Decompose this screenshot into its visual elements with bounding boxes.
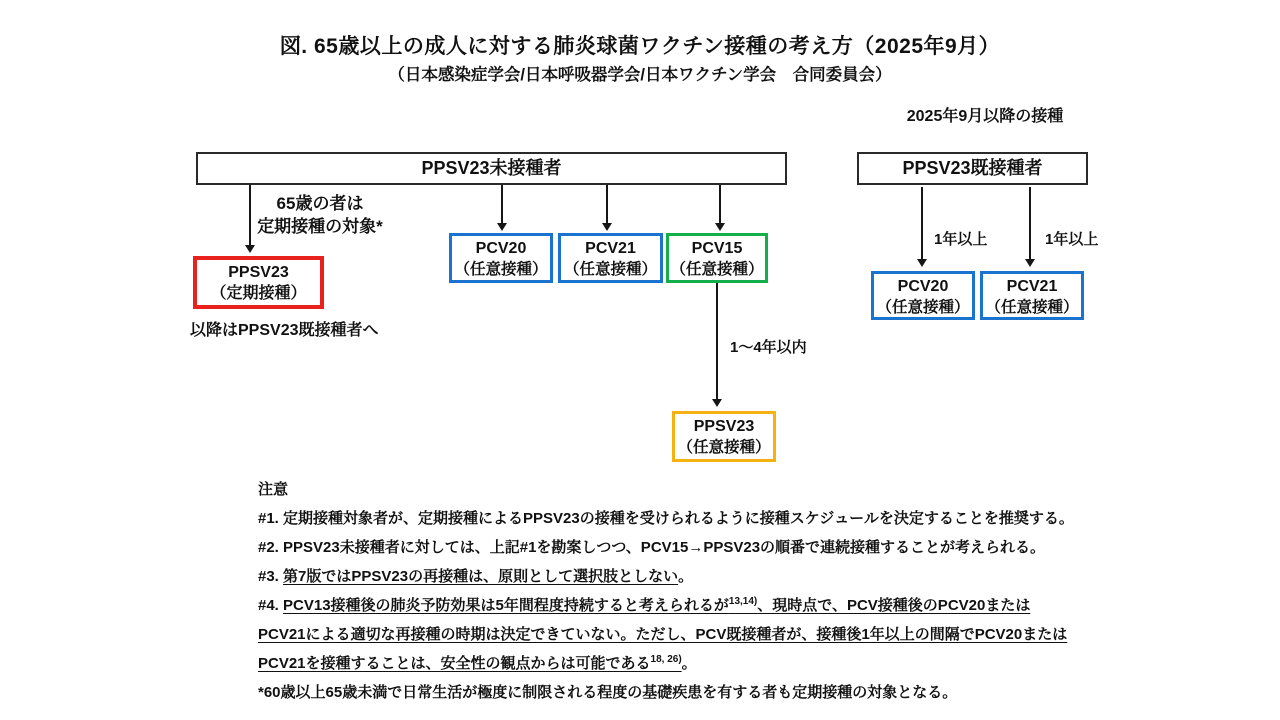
note-3-underlined: 第7版ではPPSV23の再接種は、原則として選択肢としない xyxy=(283,568,679,585)
ppsv23-unvaccinated-header-box: PPSV23未接種者 xyxy=(196,152,787,185)
note-2: #2. PPSV23未接種者に対しては、上記#1を勘案しつつ、PCV15→PPSV23の順番で連続接種することが考えられる。 xyxy=(258,539,1046,556)
note-3-suffix: 。 xyxy=(678,568,694,585)
note-4-seg2: 、現時点で、PCV接種後のPCV20または xyxy=(757,597,1031,614)
arrow-pcv15-to-ppsv23-optional xyxy=(716,283,718,399)
vaccine-name: PCV20 xyxy=(475,240,527,257)
vaccine-name: PCV15 xyxy=(691,240,743,257)
note-4-prefix: #4. xyxy=(258,597,284,614)
notes-section xyxy=(258,478,1078,710)
vaccine-name: PPSV23 xyxy=(228,264,289,281)
ppsv23-optional-box xyxy=(672,411,776,462)
vaccine-type: （任意接種） xyxy=(563,261,657,278)
note-4-line2-underlined: PCV21による適切な再接種の時期は決定できていない。ただし、PCV既接種者が、接種後1年以上の間隔でPCV20または xyxy=(258,626,1068,643)
footnote-asterisk: *60歳以上65歳未満で日常生活が極度に制限される程度の基礎疾患を有する者も定期接種の対象となる。 xyxy=(258,684,958,701)
note-3-prefix: #3. xyxy=(258,568,284,585)
pcv20-optional-box-mid xyxy=(449,233,553,283)
vaccine-type: （定期接種） xyxy=(210,285,307,302)
vaccine-type: （任意接種） xyxy=(670,261,764,278)
note-4-seg1: PCV13接種後の肺炎予防効果は5年間程度持続すると考えられるが xyxy=(283,597,729,614)
after-vaccination-note: 以降はPPSV23既接種者へ xyxy=(190,322,379,339)
age65-line2: 定期接種の対象* xyxy=(257,217,383,236)
arrow-to-pcv15-mid xyxy=(719,185,721,223)
arrow-to-pcv21-mid xyxy=(606,185,608,223)
pcv15-optional-box xyxy=(666,233,768,283)
pcv21-optional-box-right xyxy=(980,271,1084,320)
arrow-to-pcv21-right xyxy=(1029,187,1031,259)
interval-1to4-years-label: 1～4年以内 xyxy=(730,339,807,356)
age65-line1: 65歳の者は xyxy=(276,194,364,213)
arrow-to-pcv20-right xyxy=(921,187,923,259)
note-4-line3 xyxy=(258,652,1078,681)
pcv20-optional-box-right xyxy=(871,271,975,320)
vaccine-name: PCV21 xyxy=(1006,278,1058,295)
vaccine-name: PPSV23 xyxy=(693,418,755,435)
note-4-line1 xyxy=(258,594,1078,623)
ppsv23-routine-box xyxy=(193,256,324,309)
vaccine-type: （任意接種） xyxy=(985,299,1079,316)
figure-subtitle: （日本感染症学会/日本呼吸器学会/日本ワクチン学会 合同委員会） xyxy=(388,66,892,84)
note-1: #1. 定期接種対象者が、定期接種によるPPSV23の接種を受けられるように接種スケジュールを決定することを推奨する。 xyxy=(258,510,1074,527)
note-4-line3-suffix: 。 xyxy=(681,655,697,672)
vaccine-name: PCV20 xyxy=(897,278,949,295)
right-period-note: 2025年9月以降の接種 xyxy=(906,108,1064,125)
arrow-to-pcv20-mid xyxy=(501,185,503,223)
note-3 xyxy=(258,565,1078,594)
vaccine-type: （任意接種） xyxy=(876,299,970,316)
note-4-line1-underlined xyxy=(283,597,1030,614)
interval-1year-label-right: 1年以上 xyxy=(1045,231,1099,248)
pcv21-optional-box-mid xyxy=(558,233,663,283)
ppsv23-vaccinated-header-box: PPSV23既接種者 xyxy=(857,152,1088,185)
note-4-seg3: PCV21を接種することは、安全性の観点からは可能である xyxy=(258,655,651,672)
vaccine-type: （任意接種） xyxy=(454,261,548,278)
note-4-line3-underlined xyxy=(258,655,682,672)
notes-heading: 注意 xyxy=(258,481,289,498)
note-4-line2 xyxy=(258,623,1078,652)
note-4-citation-2: 18, 26) xyxy=(650,654,682,665)
figure-title: 図. 65歳以上の成人に対する肺炎球菌ワクチン接種の考え方（2025年9月） xyxy=(279,35,1001,58)
note-4-citation-1: 13,14) xyxy=(728,596,758,607)
vaccine-type: （任意接種） xyxy=(677,439,771,456)
vaccine-name: PCV21 xyxy=(585,240,636,257)
interval-1year-label-left: 1年以上 xyxy=(934,231,988,248)
age65-eligibility-label xyxy=(240,192,400,238)
